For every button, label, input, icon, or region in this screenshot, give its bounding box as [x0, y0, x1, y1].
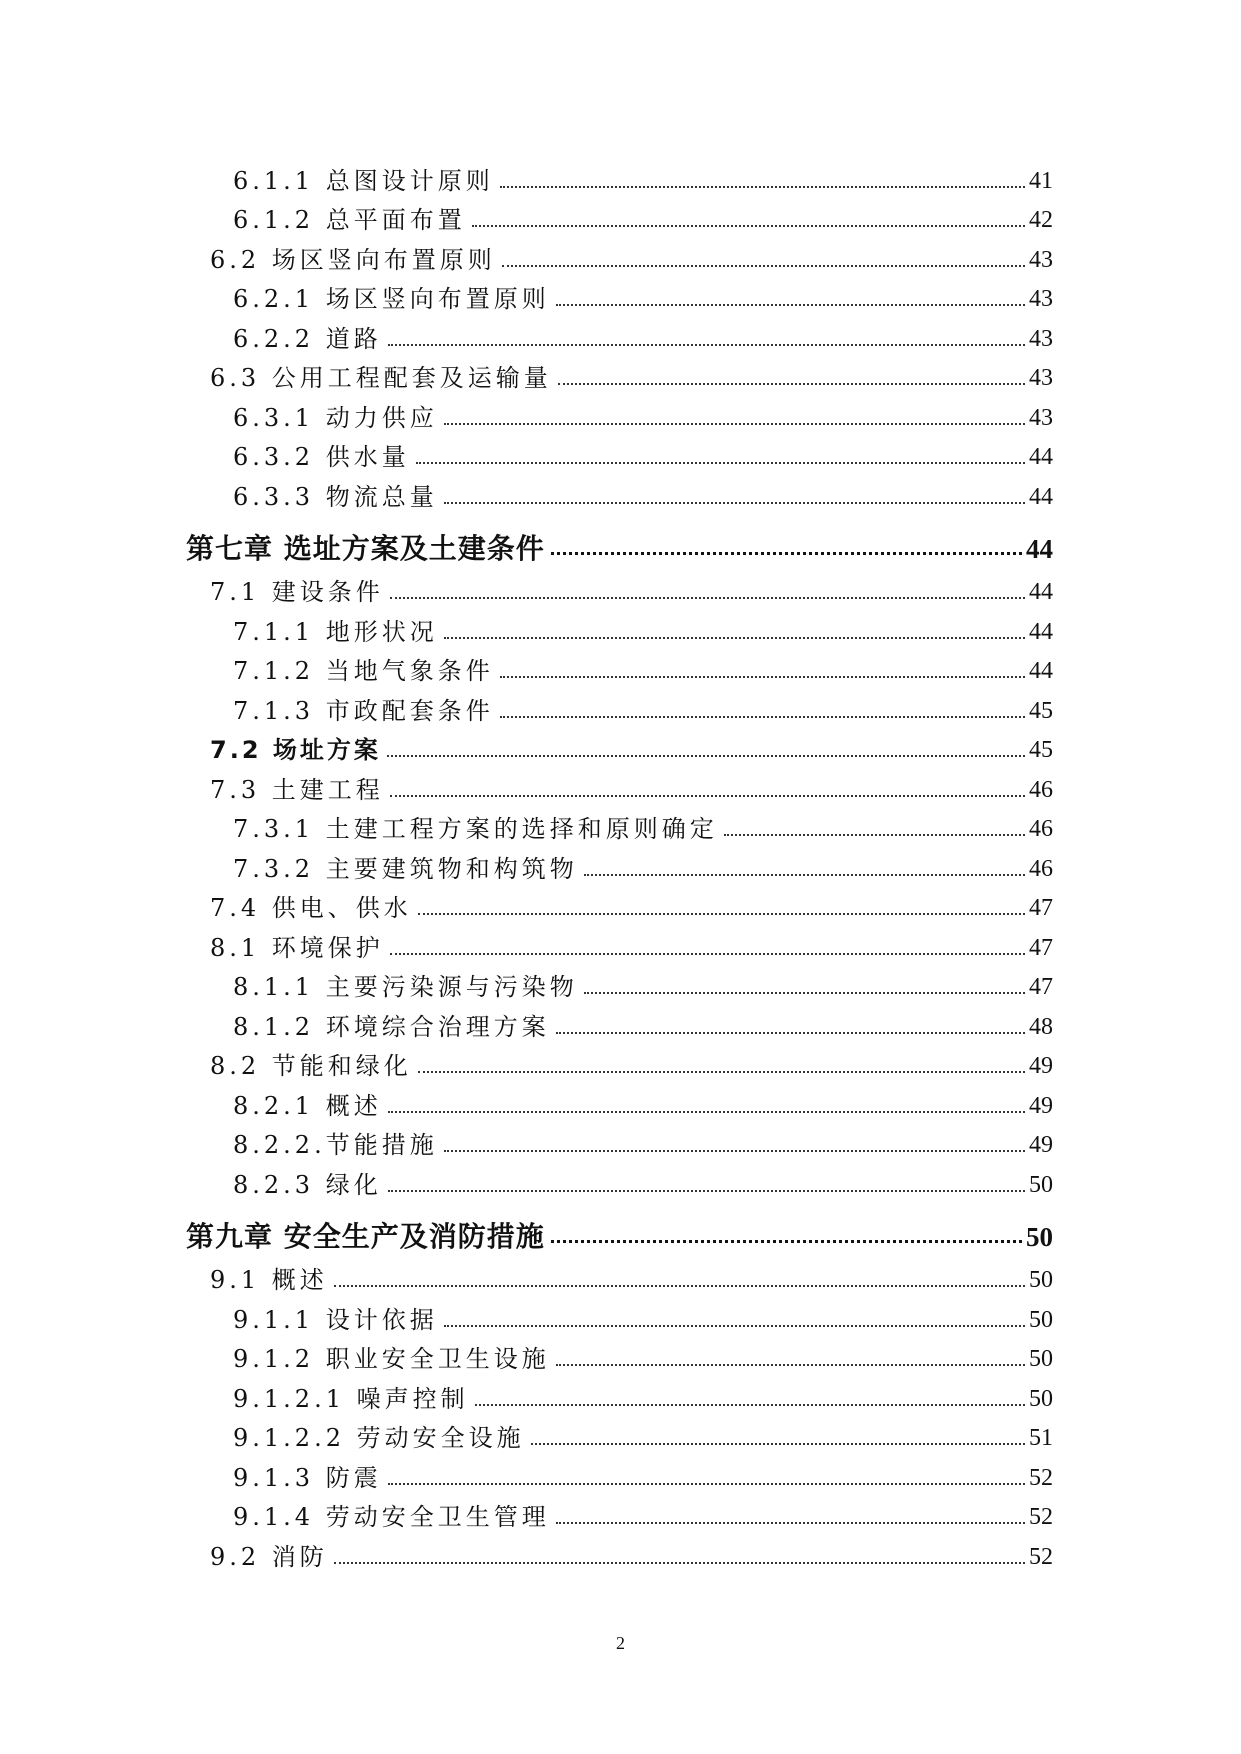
toc-entry-page-number: 45 [1029, 737, 1053, 763]
toc-entry[interactable] [0, 156, 1241, 196]
toc-entry[interactable] [0, 472, 1241, 512]
dot-leader [418, 913, 1025, 915]
dot-leader [416, 462, 1025, 464]
toc-entry-label: 6.3 公用工程配套及运输量 [210, 364, 552, 392]
toc-entry-label: 7.4 供电、供水 [210, 894, 412, 922]
toc-entry-page-number: 44 [1029, 483, 1053, 510]
dot-leader [556, 1032, 1025, 1034]
toc-entry-page-number: 44 [1029, 658, 1053, 684]
toc-entry-page-number: 52 [1029, 1543, 1053, 1570]
toc-entry-label: 9.1.3 防震 [233, 1463, 382, 1492]
toc-chapter-entry[interactable] [0, 1200, 1241, 1256]
toc-entry-page-number: 50 [1029, 1385, 1053, 1412]
toc-entry[interactable] [0, 1453, 1241, 1493]
dot-leader [390, 795, 1025, 797]
toc-entry-page-number: 46 [1029, 776, 1053, 803]
toc-entry-label: 6.2.2 道路 [233, 324, 382, 353]
toc-entry[interactable] [0, 1374, 1241, 1414]
toc-entry-label: 7.3 土建工程 [210, 775, 384, 804]
dot-leader [584, 874, 1025, 876]
toc-entry[interactable] [0, 314, 1241, 354]
toc-entry[interactable] [0, 1081, 1241, 1121]
toc-entry[interactable] [0, 963, 1241, 1003]
toc-entry[interactable] [0, 1335, 1241, 1375]
toc-entry-page-number: 43 [1029, 246, 1053, 273]
dot-leader [584, 992, 1025, 994]
page-number: 2 [616, 1633, 625, 1653]
dot-leader [444, 637, 1025, 639]
toc-entry-label: 9.1.2 职业安全卫生设施 [233, 1345, 550, 1373]
toc-entry-page-number: 41 [1029, 167, 1053, 194]
toc-entry[interactable] [0, 1532, 1241, 1572]
dot-leader [475, 1404, 1025, 1406]
toc-entry-page-number: 44 [1029, 579, 1053, 605]
toc-entry-page-number: 43 [1029, 404, 1053, 431]
toc-entry-label: 6.2.1 场区竖向布置原则 [233, 285, 550, 313]
toc-entry[interactable] [0, 354, 1241, 394]
toc-entry[interactable] [0, 1256, 1241, 1296]
toc-entry-label: 6.3.1 动力供应 [233, 403, 438, 432]
toc-entry-label: 9.2 消防 [210, 1542, 328, 1571]
toc-entry-label: 第九章 安全生产及消防措施 [186, 1219, 545, 1253]
toc-entry-page-number: 47 [1029, 974, 1053, 1000]
toc-chapter-entry[interactable] [0, 512, 1241, 568]
dot-leader [531, 1443, 1025, 1445]
dot-leader [500, 716, 1025, 718]
toc-entry-page-number: 49 [1029, 1053, 1053, 1079]
toc-entry-page-number: 49 [1029, 1092, 1053, 1119]
dot-leader [388, 1190, 1025, 1192]
toc-entry-label: 6.3.3 物流总量 [233, 482, 438, 511]
toc-entry-page-number: 43 [1029, 286, 1053, 312]
toc-entry-label: 7.3.2 主要建筑物和构筑物 [233, 854, 578, 883]
dot-leader [551, 552, 1022, 555]
toc-entry[interactable] [0, 805, 1241, 845]
toc-entry[interactable] [0, 275, 1241, 315]
toc-entry-label: 8.2 节能和绿化 [210, 1052, 412, 1080]
toc-entry[interactable] [0, 647, 1241, 687]
dot-leader [444, 502, 1025, 504]
toc-entry-page-number: 50 [1026, 1221, 1053, 1252]
dot-leader [502, 265, 1025, 267]
dot-leader [556, 1364, 1025, 1366]
toc-entry[interactable] [0, 1121, 1241, 1161]
dot-leader [556, 304, 1025, 306]
toc-entry-label: 9.1.2.2 劳动安全设施 [233, 1424, 525, 1452]
toc-entry-page-number: 44 [1029, 444, 1053, 470]
toc-entry[interactable] [0, 844, 1241, 884]
dot-leader [334, 1562, 1025, 1564]
toc-entry[interactable] [0, 196, 1241, 236]
toc-entry[interactable] [0, 607, 1241, 647]
toc-entry-page-number: 52 [1029, 1504, 1053, 1530]
toc-entry[interactable] [0, 433, 1241, 473]
toc-entry-label: 8.2.2.节能措施 [233, 1131, 438, 1159]
toc-entry-page-number: 50 [1029, 1306, 1053, 1333]
toc-entry-page-number: 43 [1029, 365, 1053, 391]
toc-entry[interactable] [0, 1002, 1241, 1042]
dot-leader [387, 755, 1025, 757]
toc-entry-page-number: 47 [1029, 895, 1053, 921]
toc-entry[interactable] [0, 1160, 1241, 1200]
dot-leader [444, 1150, 1025, 1152]
toc-entry-label: 7.1.2 当地气象条件 [233, 657, 494, 685]
toc-entry-label: 第七章 选址方案及土建条件 [186, 531, 545, 565]
toc-entry-page-number: 50 [1029, 1346, 1053, 1372]
toc-entry-page-number: 44 [1029, 618, 1053, 645]
dot-leader [390, 953, 1025, 955]
dot-leader [444, 423, 1025, 425]
toc-entry-label: 6.1.2 总平面布置 [233, 206, 466, 234]
toc-entry[interactable] [0, 235, 1241, 275]
toc-entry-label: 6.1.1 总图设计原则 [233, 166, 494, 195]
toc-entry-page-number: 45 [1029, 697, 1053, 724]
dot-leader [556, 1522, 1025, 1524]
dot-leader [551, 1240, 1022, 1243]
toc-entry[interactable] [0, 568, 1241, 608]
dot-leader [390, 597, 1025, 599]
toc-entry-page-number: 43 [1029, 325, 1053, 352]
toc-entry-label: 7.2 场址方案 [210, 736, 381, 764]
dot-leader [500, 676, 1025, 678]
dot-leader [500, 186, 1025, 188]
toc-entry-page-number: 46 [1029, 816, 1053, 842]
dot-leader [724, 834, 1025, 836]
toc-entry-page-number: 44 [1026, 533, 1053, 564]
toc-entry-label: 8.2.3 绿化 [233, 1170, 382, 1199]
toc-entry[interactable] [0, 765, 1241, 805]
toc-entry-page-number: 50 [1029, 1171, 1053, 1198]
toc-entry-page-number: 51 [1029, 1425, 1053, 1451]
toc-entry-label: 8.1.2 环境综合治理方案 [233, 1012, 550, 1041]
dot-leader [388, 1111, 1025, 1113]
table-of-contents [0, 156, 1241, 1572]
toc-entry[interactable] [0, 1042, 1241, 1082]
toc-entry[interactable] [0, 726, 1241, 766]
toc-entry-page-number: 46 [1029, 855, 1053, 882]
toc-entry-page-number: 49 [1029, 1132, 1053, 1158]
toc-entry-label: 9.1.1 设计依据 [233, 1305, 438, 1334]
toc-entry[interactable] [0, 686, 1241, 726]
toc-entry-label: 6.2 场区竖向布置原则 [210, 245, 496, 274]
toc-entry-page-number: 47 [1029, 934, 1053, 961]
toc-entry-label: 9.1 概述 [210, 1266, 328, 1294]
toc-entry-page-number: 52 [1029, 1464, 1053, 1491]
toc-entry-label: 9.1.4 劳动安全卫生管理 [233, 1503, 550, 1531]
dot-leader [444, 1325, 1025, 1327]
toc-entry[interactable] [0, 923, 1241, 963]
dot-leader [388, 344, 1025, 346]
toc-entry[interactable] [0, 884, 1241, 924]
toc-entry-page-number: 42 [1029, 207, 1053, 233]
dot-leader [334, 1285, 1025, 1287]
toc-entry-label: 7.1.1 地形状况 [233, 617, 438, 646]
toc-entry[interactable] [0, 1414, 1241, 1454]
toc-entry-label: 7.1.3 市政配套条件 [233, 696, 494, 725]
dot-leader [558, 383, 1025, 385]
dot-leader [418, 1071, 1025, 1073]
toc-entry-label: 8.1.1 主要污染源与污染物 [233, 973, 578, 1001]
toc-entry-label: 6.3.2 供水量 [233, 443, 410, 471]
toc-entry-label: 7.1 建设条件 [210, 578, 384, 606]
toc-entry-label: 8.2.1 概述 [233, 1091, 382, 1120]
dot-leader [472, 225, 1025, 227]
toc-entry-label: 7.3.1 土建工程方案的选择和原则确定 [233, 815, 718, 843]
toc-entry[interactable] [0, 1295, 1241, 1335]
toc-entry[interactable] [0, 1493, 1241, 1533]
toc-entry-page-number: 48 [1029, 1013, 1053, 1040]
toc-entry-page-number: 50 [1029, 1267, 1053, 1293]
toc-entry-label: 9.1.2.1 噪声控制 [233, 1384, 469, 1413]
toc-entry-label: 8.1 环境保护 [210, 933, 384, 962]
toc-entry[interactable] [0, 393, 1241, 433]
dot-leader [388, 1483, 1025, 1485]
